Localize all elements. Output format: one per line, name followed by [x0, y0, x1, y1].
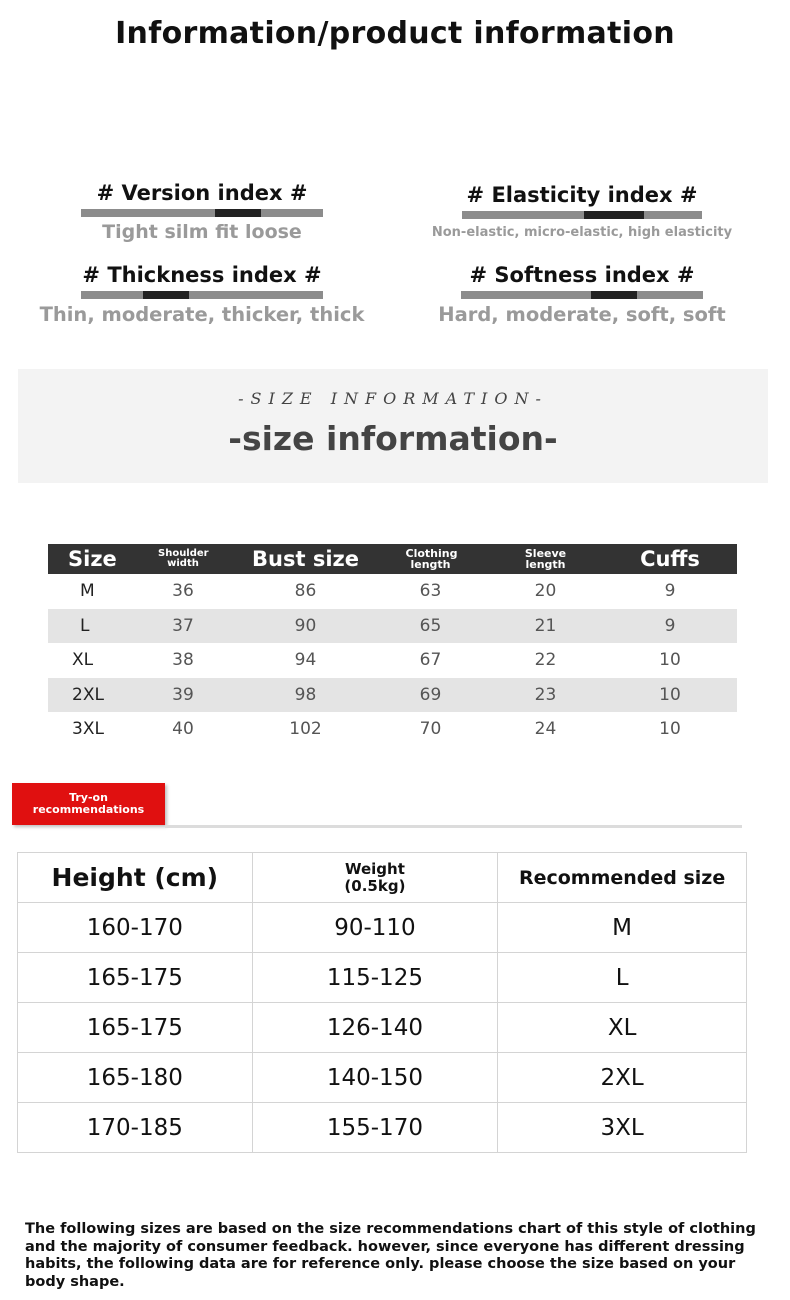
size-table-cell: 9	[603, 609, 737, 644]
size-table-row	[48, 678, 737, 713]
size-table-cell: 94	[294, 650, 317, 671]
tryon-label: Try-on recommendations	[12, 783, 165, 825]
version-index-desc: Tight silm fit loose	[102, 221, 302, 243]
elasticity-index	[416, 183, 748, 240]
size-table-row	[48, 643, 737, 678]
size-table-cell: 90	[238, 609, 373, 644]
size-header-cuffs: Cuffs	[603, 544, 737, 574]
recommendation-table	[17, 852, 747, 1153]
version-index	[62, 181, 342, 243]
size-table-cell: 2XL	[48, 678, 128, 713]
size-table-cell: 38	[172, 650, 194, 671]
softness-index-marker	[591, 291, 637, 299]
recommendation-table-cell: L	[498, 953, 747, 1003]
size-table-cell: 24	[534, 719, 557, 740]
recommendation-table-cell: 160-170	[18, 903, 253, 953]
recommendation-table-cell: M	[498, 903, 747, 953]
size-info-heading: -size information-	[228, 419, 558, 458]
size-table-cell: XL	[72, 650, 94, 671]
recommendation-table-cell: 165-175	[18, 1003, 253, 1053]
recommendation-table-cell: 2XL	[498, 1053, 747, 1103]
page-title: Information/product information	[115, 16, 675, 51]
recommendation-table-cell: 90-110	[252, 903, 498, 953]
recommendation-table-cell: XL	[498, 1003, 747, 1053]
size-table-cell: 67	[419, 650, 442, 671]
size-header-shoulder: Shoulder width	[128, 544, 238, 574]
size-header-sleeve: Sleeve length	[488, 544, 603, 574]
recommendation-table-cell: 140-150	[252, 1053, 498, 1103]
size-header-bust: Bust size	[238, 544, 373, 574]
version-index-title: # Version index #	[96, 181, 308, 205]
size-table-cell: 63	[419, 581, 442, 602]
thickness-index	[28, 263, 376, 326]
size-header-length: Clothing length	[373, 544, 488, 574]
elasticity-index-title: # Elasticity index #	[466, 183, 698, 207]
recommendation-table-row	[18, 903, 747, 953]
recommendation-table-row	[18, 953, 747, 1003]
size-table-cell: L	[48, 609, 128, 644]
elasticity-index-marker	[584, 211, 644, 219]
recommendation-table-header	[18, 853, 747, 903]
elasticity-index-desc: Non-elastic, micro-elastic, high elasticity	[431, 225, 733, 240]
rec-header-size: Recommended size	[498, 853, 747, 903]
size-table-cell: 36	[172, 581, 194, 602]
recommendation-table-cell: 165-175	[18, 953, 253, 1003]
size-disclaimer: The following sizes are based on the size recommendations chart of this style of clothing and the majority of consumer feedback. however, since everyone has different dressing habits, the following data are for reference only. please choose the size based on your body shape.	[25, 1221, 756, 1290]
size-table-row	[48, 712, 737, 747]
size-table-cell: 40	[172, 719, 194, 740]
softness-index-bar	[461, 291, 703, 299]
thickness-index-bar	[81, 291, 323, 299]
size-table	[48, 544, 737, 747]
recommendation-table-cell: 126-140	[252, 1003, 498, 1053]
size-table-cell: 65	[373, 609, 488, 644]
size-header-size: Size	[48, 544, 128, 574]
size-table-cell: 3XL	[72, 719, 104, 740]
size-info-subtitle: -SIZE INFORMATION-	[238, 389, 548, 408]
size-table-cell: 22	[534, 650, 557, 671]
recommendation-table-cell: 170-185	[18, 1103, 253, 1153]
elasticity-index-bar	[462, 211, 702, 219]
thickness-index-marker	[143, 291, 189, 299]
size-table-cell: 69	[373, 678, 488, 713]
softness-index	[414, 263, 750, 326]
size-table-cell: 86	[294, 581, 317, 602]
size-table-cell: 10	[659, 719, 681, 740]
recommendation-table-cell: 3XL	[498, 1103, 747, 1153]
size-info-banner	[18, 369, 768, 483]
size-table-row	[48, 574, 737, 609]
size-table-cell: M	[80, 581, 95, 602]
size-table-cell: 10	[659, 650, 681, 671]
thickness-index-desc: Thin, moderate, thicker, thick	[39, 303, 365, 326]
version-index-bar	[81, 209, 323, 217]
size-table-cell: 23	[488, 678, 603, 713]
size-table-cell: 98	[238, 678, 373, 713]
rec-header-height: Height (cm)	[18, 853, 253, 903]
recommendation-table-cell: 115-125	[252, 953, 498, 1003]
recommendation-table-row	[18, 1003, 747, 1053]
size-table-row	[48, 609, 737, 644]
size-table-cell: 21	[488, 609, 603, 644]
recommendation-table-cell: 165-180	[18, 1053, 253, 1103]
size-table-cell: 102	[289, 719, 322, 740]
thickness-index-title: # Thickness index #	[82, 263, 322, 287]
size-table-cell: 37	[128, 609, 238, 644]
tryon-divider	[165, 825, 742, 828]
recommendation-table-row	[18, 1103, 747, 1153]
softness-index-desc: Hard, moderate, soft, soft	[438, 303, 726, 326]
version-index-marker	[215, 209, 261, 217]
size-table-cell: 9	[664, 581, 676, 602]
rec-header-weight: Weight (0.5kg)	[252, 853, 498, 903]
recommendation-table-cell: 155-170	[252, 1103, 498, 1153]
size-table-cell: 10	[603, 678, 737, 713]
recommendation-table-row	[18, 1053, 747, 1103]
size-table-header	[48, 544, 737, 574]
softness-index-title: # Softness index #	[469, 263, 695, 287]
size-table-cell: 70	[419, 719, 442, 740]
size-table-cell: 20	[534, 581, 557, 602]
size-table-cell: 39	[128, 678, 238, 713]
